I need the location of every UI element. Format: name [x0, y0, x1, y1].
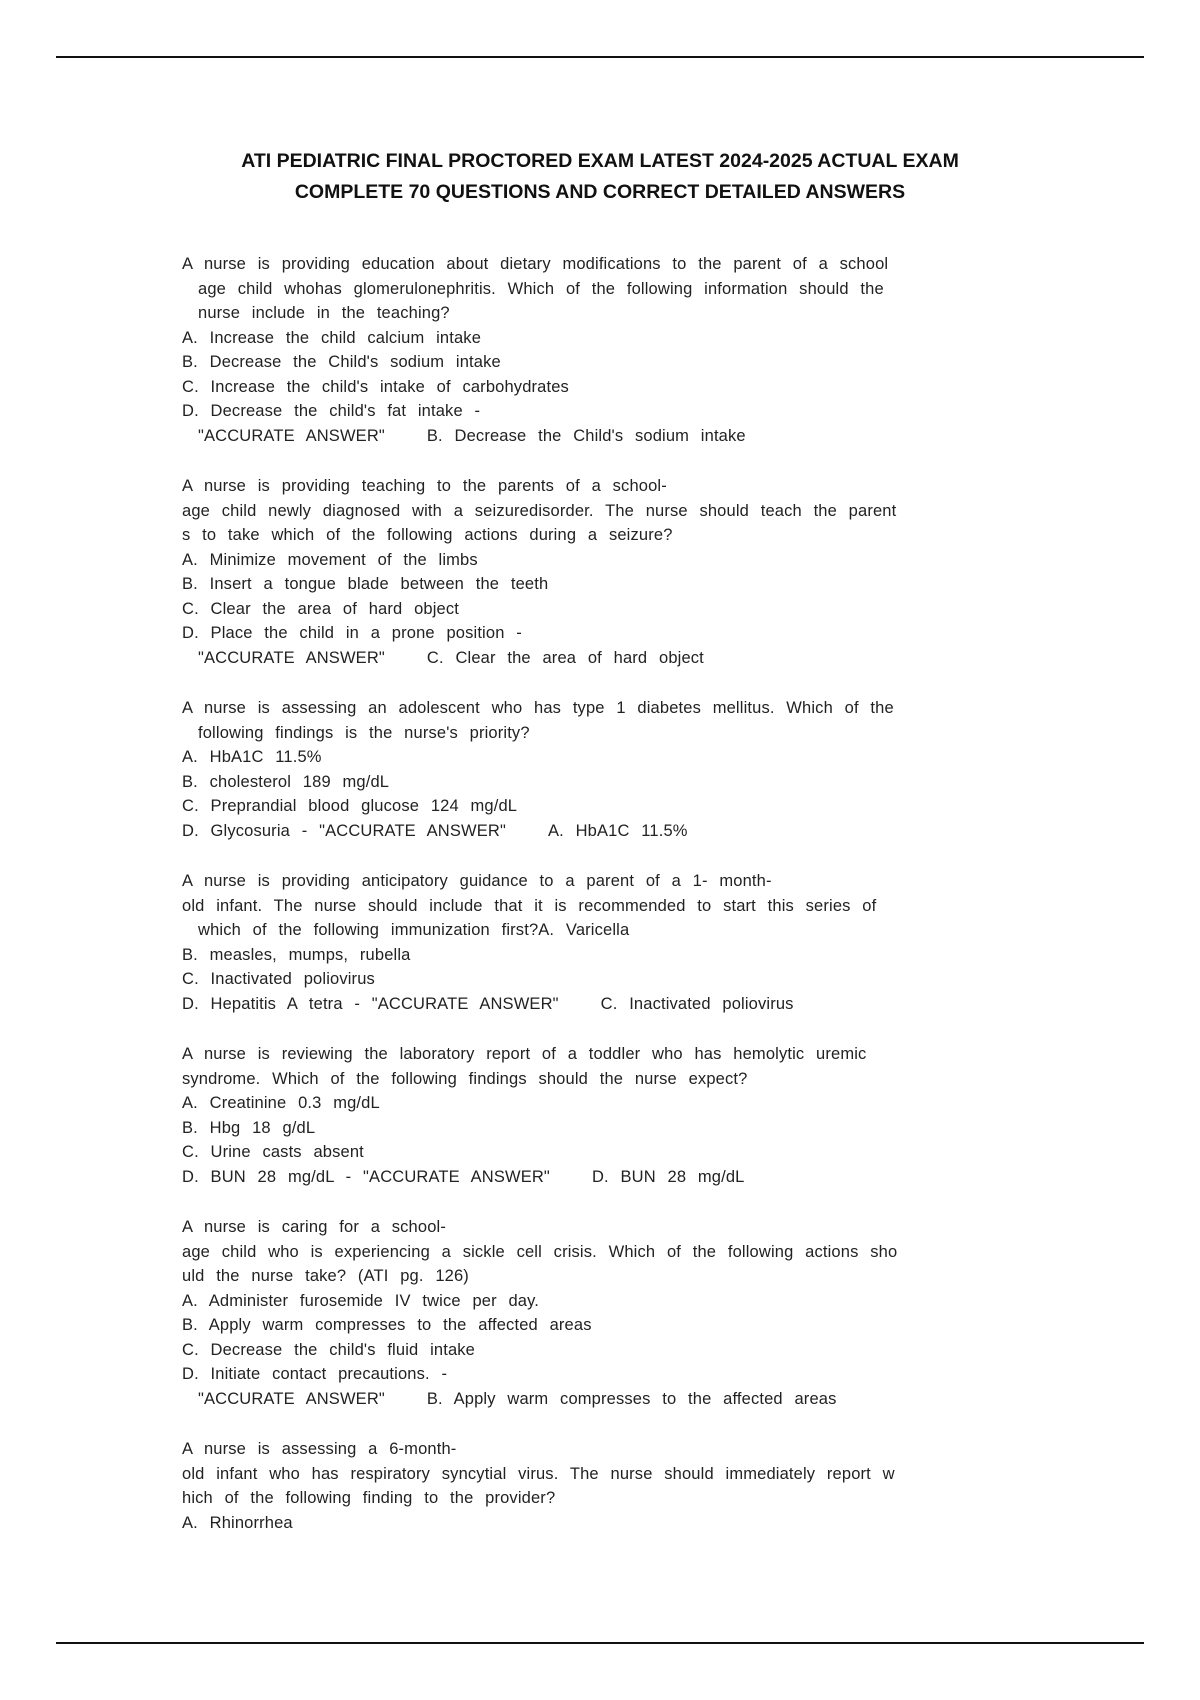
- question-5: [182, 1042, 1028, 1189]
- option-a: A. HbA1C 11.5%: [182, 748, 322, 766]
- answer-key-label: "ACCURATE ANSWER": [198, 1389, 385, 1408]
- option-c: C. Increase the child's intake of carbohydrates: [182, 377, 569, 396]
- correct-answer: B. Decrease the Child's sodium intake: [426, 426, 746, 445]
- answer-line: [182, 646, 1028, 671]
- correct-answer: D. BUN 28 mg/dL: [591, 1167, 745, 1186]
- top-rule: [56, 56, 1144, 58]
- question-stem-line: old infant who has respiratory syncytial virus. The nurse should immediately report w: [182, 1464, 895, 1483]
- option-d: D. Hepatitis A tetra - "ACCURATE ANSWER": [182, 994, 559, 1013]
- option-a: A. Creatinine 0.3 mg/dL: [182, 1094, 380, 1112]
- document-title: [100, 146, 1100, 208]
- question-2: [182, 474, 1028, 670]
- option-c: C. Preprandial blood glucose 124 mg/dL: [182, 797, 518, 815]
- question-stem-line: A nurse is providing education about dietary modifications to the parent of a school: [182, 255, 889, 273]
- question-stem-line: A nurse is caring for a school-: [182, 1218, 447, 1236]
- question-1: [182, 252, 1028, 448]
- option-c: C. Urine casts absent: [182, 1143, 364, 1161]
- option-c: C. Decrease the child's fluid intake: [182, 1340, 476, 1359]
- answer-line: [182, 1165, 1028, 1190]
- question-stem-line: syndrome. Which of the following findings should the nurse expect?: [182, 1069, 748, 1088]
- question-stem-line: A nurse is assessing a 6-month-: [182, 1440, 457, 1458]
- option-b: B. Apply warm compresses to the affected areas: [182, 1316, 592, 1334]
- answer-line: [182, 992, 1028, 1017]
- question-7: [182, 1437, 1028, 1535]
- option-b: B. measles, mumps, rubella: [182, 945, 411, 964]
- option-d: D. Place the child in a prone position -: [182, 624, 522, 642]
- question-stem-line: A nurse is reviewing the laboratory report of a toddler who has hemolytic uremic: [182, 1045, 867, 1063]
- answer-line: [182, 819, 1028, 844]
- question-stem-line: age child who is experiencing a sickle cell crisis. Which of the following actions sho: [182, 1242, 898, 1261]
- option-b: B. Hbg 18 g/dL: [182, 1118, 316, 1137]
- question-stem-line: old infant. The nurse should include that it is recommended to start this series of: [182, 896, 877, 915]
- question-6: [182, 1215, 1028, 1411]
- answer-key-label: "ACCURATE ANSWER": [198, 648, 385, 667]
- question-stem-line: following findings is the nurse's priority?: [198, 723, 530, 742]
- question-stem-line: age child newly diagnosed with a seizuredisorder. The nurse should teach the parent: [182, 501, 897, 520]
- option-d: D. Initiate contact precautions. -: [182, 1365, 448, 1383]
- answer-key-label: "ACCURATE ANSWER": [198, 426, 385, 445]
- question-3: [182, 696, 1028, 843]
- question-stem-line: which of the following immunization first?A. Varicella: [198, 921, 630, 939]
- option-a: A. Minimize movement of the limbs: [182, 550, 478, 569]
- option-a: A. Rhinorrhea: [182, 1513, 293, 1532]
- question-stem-line: A nurse is assessing an adolescent who has type 1 diabetes mellitus. Which of the: [182, 699, 894, 717]
- option-d: D. Decrease the child's fat intake -: [182, 402, 481, 420]
- answer-line: [182, 424, 1028, 449]
- question-4: [182, 869, 1028, 1016]
- option-d: D. Glycosuria - "ACCURATE ANSWER": [182, 821, 506, 840]
- question-stem-line: A nurse is providing anticipatory guidance to a parent of a 1- month-: [182, 872, 772, 890]
- option-b: B. Decrease the Child's sodium intake: [182, 353, 501, 371]
- option-a: A. Increase the child calcium intake: [182, 328, 482, 347]
- option-c: C. Inactivated poliovirus: [182, 970, 375, 988]
- option-b: B. Insert a tongue blade between the teeth: [182, 575, 549, 593]
- question-stem-line: s to take which of the following actions during a seizure?: [182, 526, 673, 544]
- option-a: A. Administer furosemide IV twice per day.: [182, 1291, 540, 1310]
- correct-answer: C. Inactivated poliovirus: [600, 994, 794, 1013]
- title-line-1: ATI PEDIATRIC FINAL PROCTORED EXAM LATEST 2024-2025 ACTUAL EXAM: [241, 150, 959, 172]
- question-stem-line: nurse include in the teaching?: [198, 304, 450, 322]
- question-list: [182, 252, 1028, 1561]
- correct-answer: A. HbA1C 11.5%: [547, 821, 688, 840]
- question-stem-line: hich of the following finding to the provider?: [182, 1489, 556, 1507]
- correct-answer: C. Clear the area of hard object: [426, 648, 704, 667]
- answer-line: [182, 1387, 1028, 1412]
- option-b: B. cholesterol 189 mg/dL: [182, 772, 390, 791]
- question-stem-line: uld the nurse take? (ATI pg. 126): [182, 1267, 469, 1285]
- option-c: C. Clear the area of hard object: [182, 599, 460, 618]
- correct-answer: B. Apply warm compresses to the affected areas: [426, 1389, 837, 1408]
- option-d: D. BUN 28 mg/dL - "ACCURATE ANSWER": [182, 1167, 550, 1186]
- title-line-2: COMPLETE 70 QUESTIONS AND CORRECT DETAILED ANSWERS: [294, 181, 906, 203]
- bottom-rule: [56, 1642, 1144, 1644]
- question-stem-line: age child whohas glomerulonephritis. Which of the following information should the: [198, 279, 884, 298]
- question-stem-line: A nurse is providing teaching to the parents of a school-: [182, 477, 667, 495]
